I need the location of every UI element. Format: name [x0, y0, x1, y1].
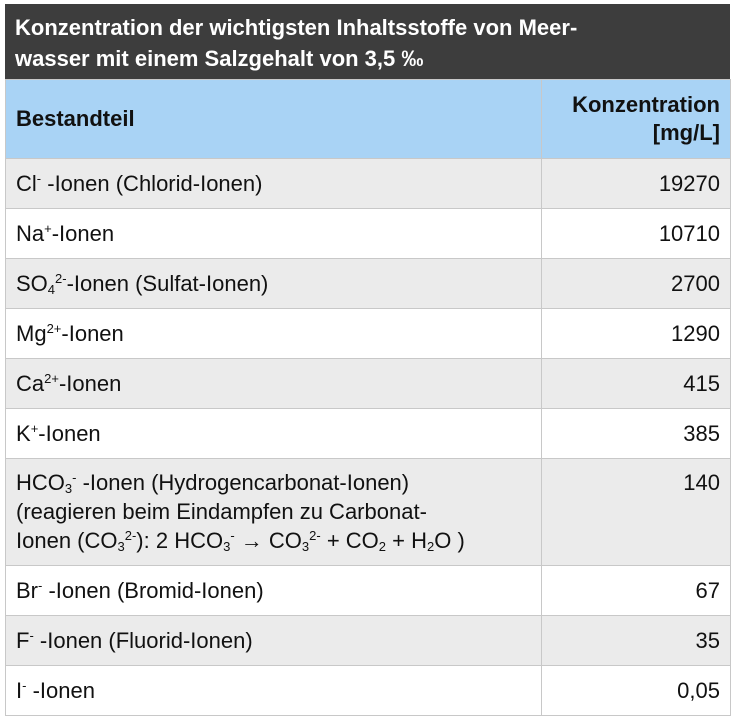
component-cell — [6, 616, 542, 666]
note-subscript: 2 — [426, 539, 435, 554]
table-row — [6, 666, 731, 716]
hco3-note-line-1: (reagieren beim Eindampfen zu Carbonat- — [16, 499, 427, 524]
note-subscript: 3 — [301, 539, 310, 554]
note-text: O ) — [434, 528, 465, 553]
concentration-cell: 67 — [542, 566, 731, 616]
header-row — [6, 80, 731, 159]
ion-charge: - — [36, 171, 42, 186]
note-text: + CO — [320, 528, 379, 553]
ion-symbol: K — [16, 421, 31, 446]
component-cell — [6, 309, 542, 359]
note-text: ): 2 HCO — [136, 528, 224, 553]
table-row — [6, 459, 731, 566]
component-cell — [6, 259, 542, 309]
ion-charge: - — [38, 578, 43, 593]
header-konzentration-label: Konzentration — [572, 92, 720, 117]
table-row — [6, 359, 731, 409]
note-text: → CO — [234, 528, 302, 553]
ion-label: -Ionen (Bromid-Ionen) — [42, 578, 264, 603]
concentration-cell: 19270 — [542, 159, 731, 209]
note-charge: - — [230, 528, 235, 543]
ion-subscript: 3 — [64, 481, 73, 496]
title-line-1: Konzentration der wichtigsten Inhaltsstoffe von Meer- — [15, 15, 578, 40]
hco3-note-line-2 — [16, 526, 531, 555]
concentration-cell: 2700 — [542, 259, 731, 309]
concentration-cell: 35 — [542, 616, 731, 666]
table-title — [5, 4, 730, 79]
ion-symbol: SO — [16, 271, 48, 296]
concentration-cell: 1290 — [542, 309, 731, 359]
hco3-main-line — [16, 468, 531, 497]
component-cell — [6, 359, 542, 409]
ion-symbol: Ca — [16, 371, 45, 396]
ion-charge: 2+ — [44, 371, 59, 386]
ion-charge: + — [30, 421, 39, 436]
concentration-cell: 0,05 — [542, 666, 731, 716]
concentration-cell: 140 — [542, 459, 731, 566]
ion-charge: 2- — [55, 271, 67, 286]
note-charge: 2- — [309, 528, 321, 543]
note-charge: 2- — [124, 528, 137, 543]
component-cell — [6, 566, 542, 616]
ion-charge: - — [72, 470, 77, 485]
component-cell — [6, 159, 542, 209]
ion-label: -Ionen — [61, 321, 124, 346]
ion-label: -Ionen — [51, 221, 115, 246]
title-line-2: wasser mit einem Salzgehalt von 3,5 ‰ — [15, 46, 424, 71]
table-row — [6, 209, 731, 259]
component-cell — [6, 666, 542, 716]
ion-subscript: 4 — [47, 282, 56, 297]
concentration-cell: 10710 — [542, 209, 731, 259]
table-row — [6, 616, 731, 666]
ion-symbol: I — [16, 678, 23, 703]
ion-label: -Ionen — [58, 371, 122, 396]
ion-symbol: Mg — [16, 321, 47, 346]
table-row — [6, 566, 731, 616]
component-cell — [6, 459, 542, 566]
ion-charge: + — [44, 221, 52, 236]
ion-symbol: HCO — [16, 470, 65, 495]
ion-label: -Ionen (Sulfat-Ionen) — [66, 271, 269, 296]
table-row — [6, 409, 731, 459]
note-text: + H — [386, 528, 427, 553]
header-bestandteil: Bestandteil — [6, 80, 542, 159]
table-row — [6, 159, 731, 209]
ion-symbol: Br — [16, 578, 38, 603]
component-cell — [6, 409, 542, 459]
note-subscript: 2 — [378, 539, 387, 554]
ion-label: -Ionen — [38, 421, 101, 446]
ion-symbol: Cl — [16, 171, 37, 196]
ion-symbol: Na — [16, 221, 45, 246]
ion-label: -Ionen — [26, 678, 95, 703]
ion-label: -Ionen (Fluorid-Ionen) — [33, 628, 253, 653]
ion-label: -Ionen (Hydrogencarbonat-Ionen) — [76, 470, 410, 495]
ion-charge: 2+ — [46, 321, 62, 336]
note-text: Ionen (CO — [16, 528, 118, 553]
note-subscript: 3 — [117, 539, 125, 554]
ion-charge: - — [29, 628, 34, 643]
header-konzentration — [542, 80, 731, 159]
ion-label: -Ionen (Chlorid-Ionen) — [41, 171, 263, 196]
header-konzentration-unit: [mg/L] — [652, 120, 720, 145]
seawater-table — [5, 79, 731, 716]
ion-symbol: F — [16, 628, 30, 653]
concentration-cell: 415 — [542, 359, 731, 409]
concentration-cell: 385 — [542, 409, 731, 459]
component-cell — [6, 209, 542, 259]
ion-charge: - — [22, 678, 27, 693]
table-row — [6, 259, 731, 309]
table-row — [6, 309, 731, 359]
note-subscript: 3 — [223, 539, 231, 554]
